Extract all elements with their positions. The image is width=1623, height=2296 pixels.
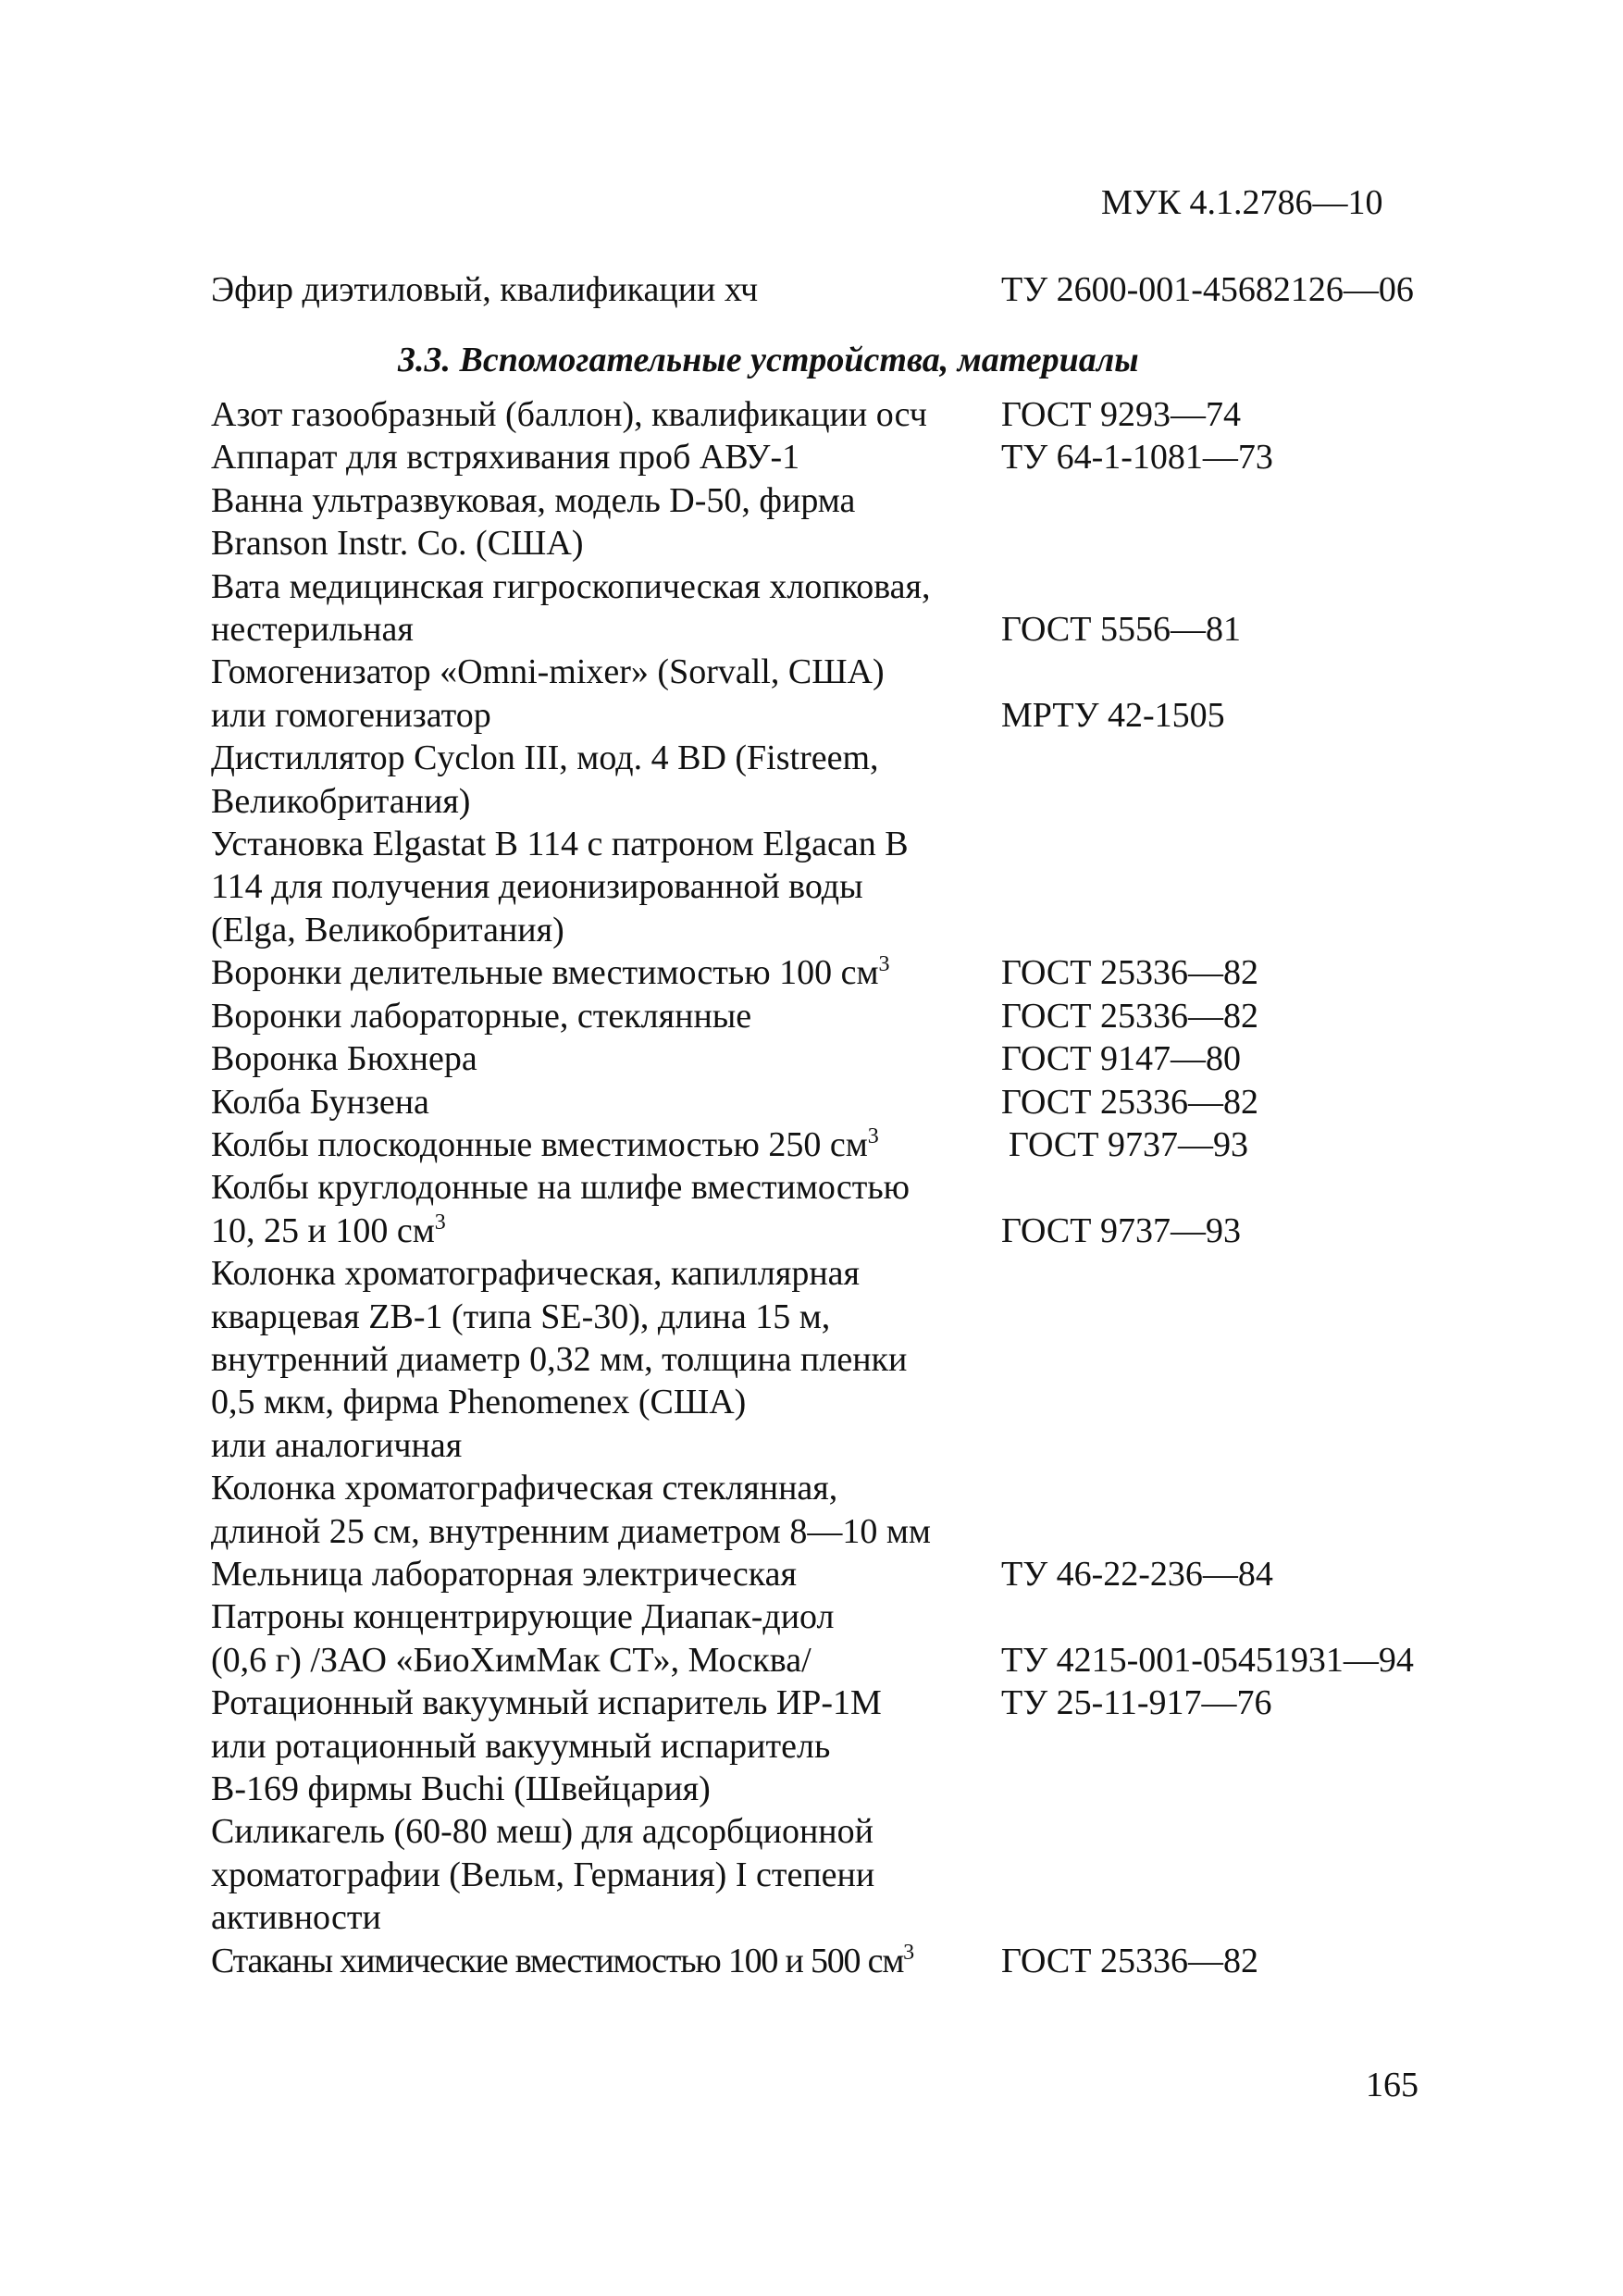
equipment-name — [211, 995, 997, 1037]
equipment-name — [211, 651, 997, 737]
equipment-name — [211, 436, 997, 478]
unit-superscript: 3 — [903, 1940, 913, 1965]
equipment-item — [211, 1810, 1506, 1939]
equipment-spec: ГОСТ 9737—93 — [1009, 1124, 1248, 1164]
equipment-item — [211, 436, 1506, 478]
equipment-spec: ГОСТ 25336—82 — [1001, 953, 1258, 993]
equipment-name-line: Патроны концентрирующие Диапак-диол — [211, 1597, 835, 1637]
equipment-spec: МРТУ 42-1505 — [1001, 695, 1225, 735]
equipment-name — [211, 393, 997, 436]
equipment-name — [211, 823, 997, 951]
equipment-spec: ГОСТ 9293—74 — [1001, 395, 1241, 434]
equipment-name — [211, 951, 997, 994]
equipment-item — [211, 1595, 1506, 1682]
equipment-name-line: или ротационный вакуумный испаритель — [211, 1726, 831, 1766]
equipment-item — [211, 1553, 1506, 1595]
equipment-spec: ГОСТ 25336—82 — [1001, 996, 1258, 1036]
equipment-name-line: Дистиллятор Cyclon III, мод. 4 BD (Fistreem, — [211, 738, 879, 778]
equipment-name — [211, 1467, 997, 1553]
equipment-name-line: Силикагель (60-80 меш) для адсорбционной — [211, 1812, 873, 1852]
equipment-name — [211, 1595, 997, 1682]
equipment-name-line: Гомогенизатор «Omni-mixer» (Sorvall, США) — [211, 652, 885, 692]
equipment-item — [211, 995, 1506, 1037]
equipment-name-line: Колонка хроматографическая, капиллярная — [211, 1254, 860, 1294]
equipment-name-line: B-169 фирмы Buchi (Швейцария) — [211, 1769, 711, 1808]
equipment-name-line: или гомогенизатор — [211, 695, 491, 735]
equipment-item — [211, 1940, 1506, 1982]
equipment-spec: ТУ 64-1-1081—73 — [1001, 438, 1273, 478]
equipment-list — [211, 393, 1506, 1982]
equipment-name-line: Стаканы химические вместимостью 100 и 500 $см^3$ — [211, 1940, 913, 1980]
equipment-name-line: Аппарат для встряхивания проб АВУ-1 — [211, 438, 800, 478]
unit-superscript: 3 — [867, 1123, 879, 1148]
equipment-name-line: длиной 25 см, внутренним диаметром 8—10 мм — [211, 1511, 931, 1551]
equipment-item — [211, 393, 1506, 436]
equipment-name-line: Колонка хроматографическая стеклянная, — [211, 1469, 838, 1508]
equipment-name — [211, 737, 997, 823]
equipment-name-line: кварцевая ZB-1 (типа SE-30), длина 15 м, — [211, 1297, 831, 1336]
equipment-name-line: Мельница лабораторная электрическая — [211, 1554, 797, 1594]
equipment-name-line: Колбы круглодонные на шлифе вместимостью — [211, 1168, 911, 1208]
equipment-name — [211, 1682, 997, 1810]
equipment-name-line: хроматографии (Вельм, Германия) I степени — [211, 1855, 875, 1894]
reagent-name: Эфир диэтиловый, квалификации хч — [211, 270, 759, 309]
equipment-item — [211, 1037, 1506, 1080]
unit-superscript: 3 — [434, 1210, 446, 1235]
equipment-spec: ГОСТ 25336—82 — [1001, 1082, 1258, 1122]
reagent-spec: ТУ 2600-001-45682126—06 — [1001, 270, 1414, 309]
equipment-name — [211, 1037, 997, 1080]
equipment-spec: ТУ 25-11-917—76 — [1001, 1683, 1272, 1723]
equipment-name-line: Установка Elgastat B 114 с патроном Elgacan B — [211, 825, 909, 864]
equipment-item — [211, 479, 1506, 565]
equipment-spec: ТУ 46-22-236—84 — [1001, 1554, 1273, 1594]
equipment-name-line: или аналогичная — [211, 1425, 463, 1465]
equipment-item — [211, 565, 1506, 652]
equipment-name-line: Branson Instr. Co. (США) — [211, 524, 584, 564]
equipment-name-line: Вата медицинская гигроскопическая хлопковая, — [211, 566, 931, 606]
equipment-name-line: Воронки лабораторные, стеклянные — [211, 996, 752, 1036]
page-number: 165 — [1366, 2066, 1419, 2104]
equipment-name-line: Ванна ультразвуковая, модель D-50, фирма — [211, 480, 856, 520]
equipment-name-line: (0,6 г) /ЗАО «БиоХимМак СТ», Москва/ — [211, 1640, 812, 1680]
equipment-spec: ГОСТ 5556—81 — [1001, 610, 1241, 650]
equipment-item — [211, 651, 1506, 737]
equipment-name — [211, 1810, 997, 1939]
equipment-name-line: 0,5 мкм, фирма Phenomenex (США) — [211, 1383, 747, 1422]
equipment-name-line: Воронки делительные вместимостью 100 $см^3$ — [211, 952, 890, 993]
equipment-name-line: нестерильная — [211, 610, 414, 650]
equipment-name-line: Воронка Бюхнера — [211, 1039, 477, 1079]
equipment-name-line: Ротационный вакуумный испаритель ИР-1М — [211, 1683, 882, 1723]
equipment-item — [211, 951, 1506, 994]
equipment-spec: ГОСТ 9737—93 — [1001, 1210, 1241, 1250]
equipment-name-line: Великобритания) — [211, 781, 471, 821]
equipment-name-line: Колба Бунзена — [211, 1082, 429, 1122]
equipment-name — [211, 1166, 997, 1252]
equipment-name — [211, 1252, 997, 1467]
equipment-name-line: 10, 25 и 100 $см^3$ — [211, 1210, 446, 1250]
equipment-spec: ГОСТ 9147—80 — [1001, 1039, 1241, 1079]
equipment-name — [211, 1123, 997, 1166]
equipment-name-line: внутренний диаметр 0,32 мм, толщина пленки — [211, 1339, 908, 1379]
unit-superscript: 3 — [878, 952, 890, 977]
document-code: МУК 4.1.2786—10 — [1101, 183, 1383, 222]
equipment-item — [211, 823, 1506, 951]
equipment-name — [211, 1081, 997, 1123]
equipment-item — [211, 1123, 1506, 1166]
equipment-name-line: Азот газообразный (баллон), квалификации осч — [211, 395, 927, 434]
section-title: 3.3. Вспомогательные устройства, материалы — [398, 341, 1139, 379]
reagent-row — [211, 268, 1469, 311]
equipment-name-line: Колбы плоскодонные вместимостью 250 $см^3$ — [211, 1123, 879, 1164]
equipment-name — [211, 1553, 997, 1595]
equipment-name-line: 114 для получения деионизированной воды — [211, 867, 863, 907]
equipment-item — [211, 1467, 1506, 1553]
equipment-name — [211, 1940, 997, 1982]
equipment-name-line: (Elga, Великобритания) — [211, 910, 564, 949]
equipment-name — [211, 565, 997, 652]
equipment-item — [211, 1682, 1506, 1810]
equipment-item — [211, 1252, 1506, 1467]
equipment-item — [211, 737, 1506, 823]
equipment-name-line: активности — [211, 1898, 381, 1938]
equipment-item — [211, 1166, 1506, 1252]
equipment-item — [211, 1081, 1506, 1123]
equipment-spec: ГОСТ 25336—82 — [1001, 1941, 1258, 1980]
equipment-name — [211, 479, 997, 565]
equipment-spec: ТУ 4215-001-05451931—94 — [1001, 1640, 1414, 1680]
